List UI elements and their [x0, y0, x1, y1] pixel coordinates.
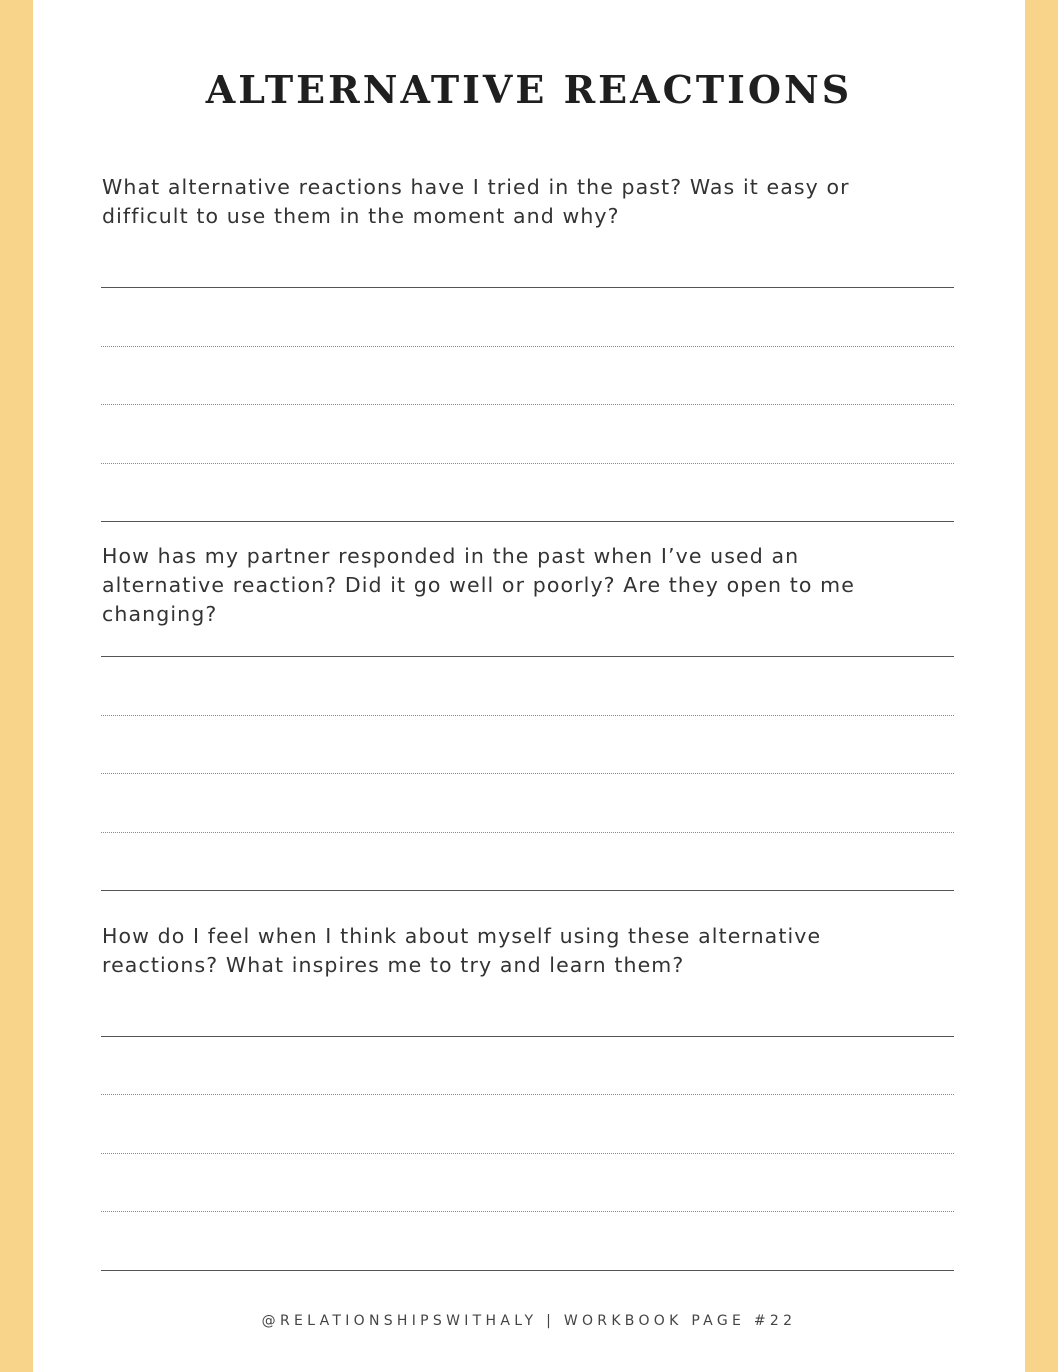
left-accent-bar [0, 0, 33, 1372]
q2-answer-line-3[interactable] [101, 773, 954, 774]
question-3-text: How do I feel when I think about myself using these alternative reactions? What inspires me to try and learn them? [102, 924, 822, 977]
q3-answer-line-1[interactable] [101, 1036, 954, 1037]
q1-answer-line-1[interactable] [101, 287, 954, 288]
q1-answer-line-5[interactable] [101, 521, 954, 522]
page-title: ALTERNATIVE REACTIONS [205, 67, 853, 112]
question-2-text: How has my partner responded in the past when I’ve used an alternative reaction? Did it go well or poorly? Are they open to me changing? [102, 544, 855, 626]
q3-answer-line-3[interactable] [101, 1153, 954, 1154]
q3-answer-line-2[interactable] [101, 1094, 954, 1095]
q3-answer-line-4[interactable] [101, 1211, 954, 1212]
q1-answer-line-2[interactable] [101, 346, 954, 347]
q3-answer-line-5[interactable] [101, 1270, 954, 1271]
q2-answer-line-2[interactable] [101, 715, 954, 716]
q1-answer-line-3[interactable] [101, 404, 954, 405]
q2-answer-line-1[interactable] [101, 656, 954, 657]
q1-answer-line-4[interactable] [101, 463, 954, 464]
question-1-text: What alternative reactions have I tried in the past? Was it easy or difficult to use them in the moment and why? [102, 175, 850, 228]
page-footer: @RELATIONSHIPSWITHALY | WORKBOOK PAGE #22 [261, 1313, 797, 1329]
q2-answer-line-5[interactable] [101, 890, 954, 891]
q2-answer-line-4[interactable] [101, 832, 954, 833]
right-accent-bar [1025, 0, 1058, 1372]
